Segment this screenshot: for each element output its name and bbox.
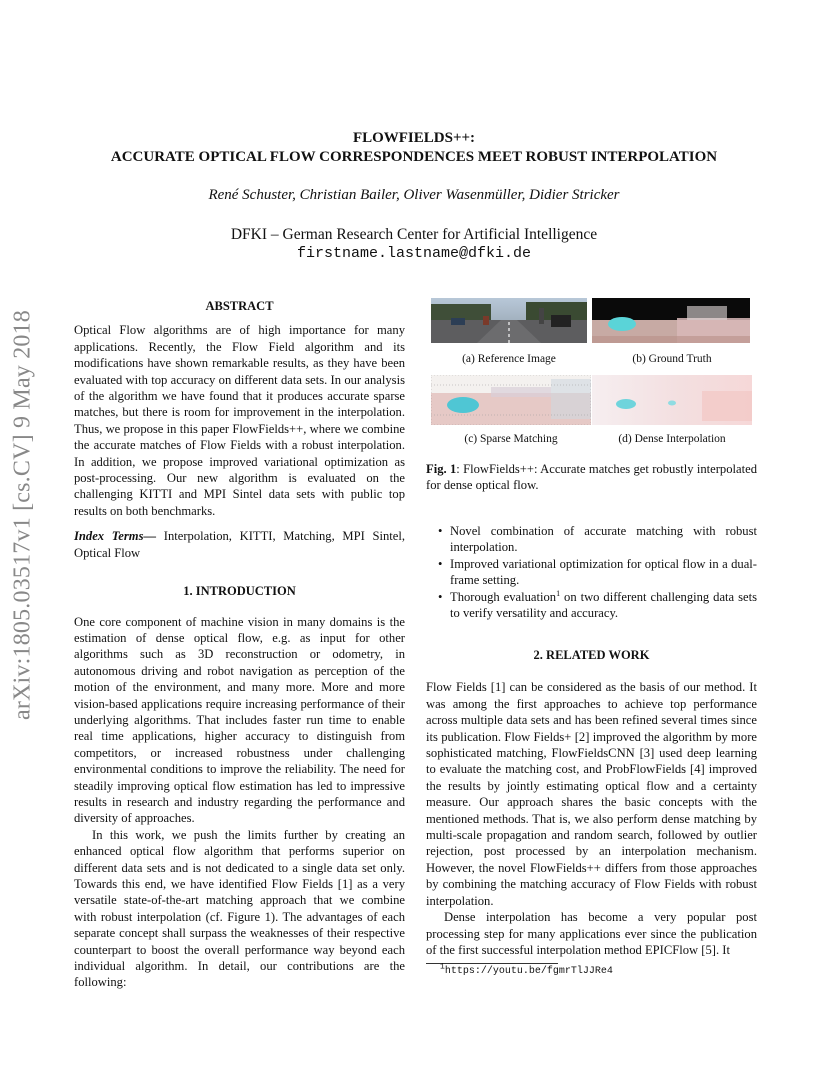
caption-a: (a) Reference Image [462,353,556,365]
ground-truth-image [592,298,750,343]
arxiv-stamp-text: arXiv:1805.03517v1 [cs.CV] 9 May 2018 [9,309,36,721]
paper-title-line2: ACCURATE OPTICAL FLOW CORRESPONDENCES MEET ROBUST INTERPOLATION [110,149,718,165]
related-paragraph-2: Dense interpolation has become a very popular post processing step for many applications ever since the publication of the first successful interpolation method EPICFlow [5]. It [426,910,757,957]
footnote-marker: 1 [556,588,561,598]
authors: René Schuster, Christian Bailer, Oliver Wasenmüller, Didier Stricker [208,187,620,203]
figure-caption [426,461,757,494]
figure-caption-text: : FlowFields++: Accurate matches get robustly interpolated for dense optical flow. [426,462,757,493]
caption-b: (b) Ground Truth [632,353,712,365]
left-column [74,298,405,991]
caption-d: (d) Dense Interpolation [618,433,726,445]
sparse-matching-image [431,375,591,425]
contributions-list [438,523,757,621]
abstract-text: Optical Flow algorithms are of high importance for many applications. Recently, the Flow Field algorithm and its modifications have shown remarkable results, as they have been evaluated with top accuracy on different data sets. In our analysis of the algorithm we have found that it produces accurate sparse matches, but there is room for improvement in the interpolation. Thus, we propose in this paper FlowFields++, where we combine the accurate matches of Flow Fields with a robust interpolation. In addition, we propose improved variational optimization as post-processing. Our new algorithm is evaluated on the challenging KITTI and MPI Sintel data sets with public top results on both benchmarks. [74,323,405,518]
footnote-url[interactable]: https://youtu.be/fgmrTlJJRe4 [444,966,613,977]
index-terms [74,528,405,561]
figure-caption-label: Fig. 1 [426,462,457,476]
related-paragraph-1: Flow Fields [1] can be considered as the basis of our method. It was among the first approaches to achieve top performance across multiple data sets and has been refined several times since its publication. Flow Fields+ [2] improved the algorithm by more sophisticated matching, FlowFieldsCNN [3] used deep learning to evaluate the matching cost, and ProbFlowFields [4] improved the results by jointly estimating optical flow and a certainty measure. Our approach shares the basic concepts with the mentioned methods. That is, we also perform dense matching by multi-scale propagation and random search, followed by outlier rejection, post processed by an interpolation mechanism. However, the novel FlowFields++ differs from those approaches by combining the matching accuracy of Flow Fields with robust interpolation. [426,680,757,908]
related-heading: 2. RELATED WORK [533,648,650,662]
contribution-item: • Thorough evaluation$^1$ on two different challenging data sets to verify versatility and accuracy. [450,589,757,622]
index-terms-text: Interpolation, KITTI, Matching, MPI Sintel, Optical Flow [74,529,405,560]
intro-paragraph-2: In this work, we push the limits further by creating an enhanced optical flow algorithm that performs superior on different data sets and is not dedicated to a single data set only. Towards this end, we have identified Flow Fields [1] as a very versatile state-of-the-art matching approach that we combine with robust interpolation (cf. Figure 1). The advantages of each separate concept shall surpass the weaknesses of their respective counterpart to boost the overall performance way beyond each individual algorithm. In detail, our contributions are the following: [74,827,405,990]
paper-title-line1: FLOWFIELDS++: [352,130,476,146]
intro-heading: 1. INTRODUCTION [183,584,296,599]
reference-image [431,298,587,343]
contribution-item: • Novel combination of accurate matching with robust interpolation. [450,523,757,556]
arxiv-stamp [2,280,44,750]
dense-interpolation-image [592,375,752,425]
affiliation: DFKI – German Research Center for Artificial Intelligence [230,226,598,243]
footnote: $^1$https://youtu.be/fgmrTlJJRe4 [440,962,613,977]
index-terms-label: Index Terms— [74,529,157,544]
related-work [426,647,757,958]
email: firstname.lastname@dfki.de [296,245,532,262]
contribution-item: • Improved variational optimization for optical flow in a dual-frame setting. [450,556,757,589]
intro-paragraph-1: One core component of machine vision in many domains is the estimation of dense optical flow, e.g. as input for other algorithms such as 3D reconstruction or odometry, in autonomous driving and robot navigation as perception of the motion of the environment, and many more. More and more vision-based applications require increasing performance of their underlying algorithms. That includes faster run time to enable real time applications, higher accuracy to distinguish from competitors, or increased robustness under challenging environmental conditions to improve the reliability. The need for steadily improving optical flow estimation has led to impressive results in research and industry regarding the performance and diversity of approaches. [74,614,405,826]
footnote-rule [426,963,558,964]
abstract-heading: ABSTRACT [205,299,274,313]
caption-c: (c) Sparse Matching [464,433,558,445]
